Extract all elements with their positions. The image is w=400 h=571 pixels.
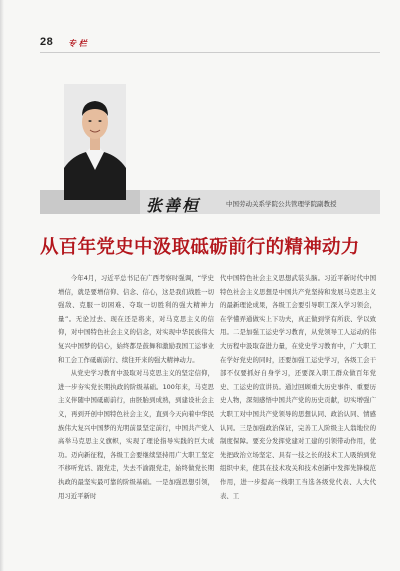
binding-shadow — [0, 0, 4, 571]
page-number: 28 — [40, 36, 54, 48]
author-name: 张善桓 — [146, 196, 201, 215]
author-title: 中国劳动关系学院公共管理学院副教授 — [226, 200, 337, 208]
author-portrait-image — [64, 84, 126, 200]
article-column-right — [220, 272, 376, 503]
article-column-left — [58, 272, 214, 503]
author-photo — [64, 84, 126, 200]
paragraph: 今年4月，习近平总书记在广西考察时强调，“学史增信，就是要增信仰、信念、信心，这是我们战胜一切强敌、克服一切困难、夺取一切胜利的强大精神力量”。无论过去、现在还是将来，对马克思主义的信仰，对中国特色社会主义的信念，对实现中华民族伟大复兴中国梦的信心，始终都是鼓舞和激励我国工运事业和工会工作砥砺前行、续往开来的强大精神动力。 — [58, 274, 214, 364]
article-headline: 从百年党史中汲取砥砺前行的精神动力 — [40, 237, 360, 258]
section-label: 专 栏 — [68, 39, 87, 48]
paragraph: 代中国特色社会主义思想武装头脑。习近平新时代中国特色社会主义思想是中国共产党坚持和发展马克思主义的最新理论成果，各级工会要引导职工深入学习领会，在学懂弄通做实上下功夫，真正做到学有所获、学以致用。二是加强工运史学习教育，从党领导工人运动的伟大历程中汲取奋进力量，在党史学习教育中，广大职工在学好党史的同时，还要加强工运史学习，各级工会干部不仅要抓好自身学习，还要深入职工群众做百年党史、工运史的宣讲员。通过回顾重大历史事件、重要历史人物，深刻感悟中国共产党的历史贡献，切实增强广大职工对中国共产党领导的思想认同、政治认同、情感认同。三是加强政治保证，完善工人阶级主人翁地位的制度保障。要充分发挥党建对工建的引领带动作用，优先把政治立场坚定、具有一技之长的技术工人吸纳到党组织中来，使其在技术攻关和技术创新中发挥先锋模范作用，进一步提高一线职工当选各级党代表、人大代表、工 — [220, 274, 376, 500]
paragraph: 从党史学习教育中汲取对马克思主义的坚定信仰，进一步夯实党长期执政的阶级基础。100年来，马克思主义伴随中国砥砺前行，由胚胎到成熟，到建设社会主义，再到开创中国特色社会主义，直到今天向着中华民族伟大复兴中国梦的光明前景坚定前行，中国共产党人高举马克思主义旗帜，实现了理论指导实践的巨大成功。迈向新征程，各级工会要继续坚持用广大职工坚定不移听党话、跟党走，失去不渝跟党走，始终做党长期执政的最坚实最可靠的阶级基础。一是加强思想引领，用习近平新时 — [58, 369, 214, 500]
header-rule — [40, 52, 380, 53]
